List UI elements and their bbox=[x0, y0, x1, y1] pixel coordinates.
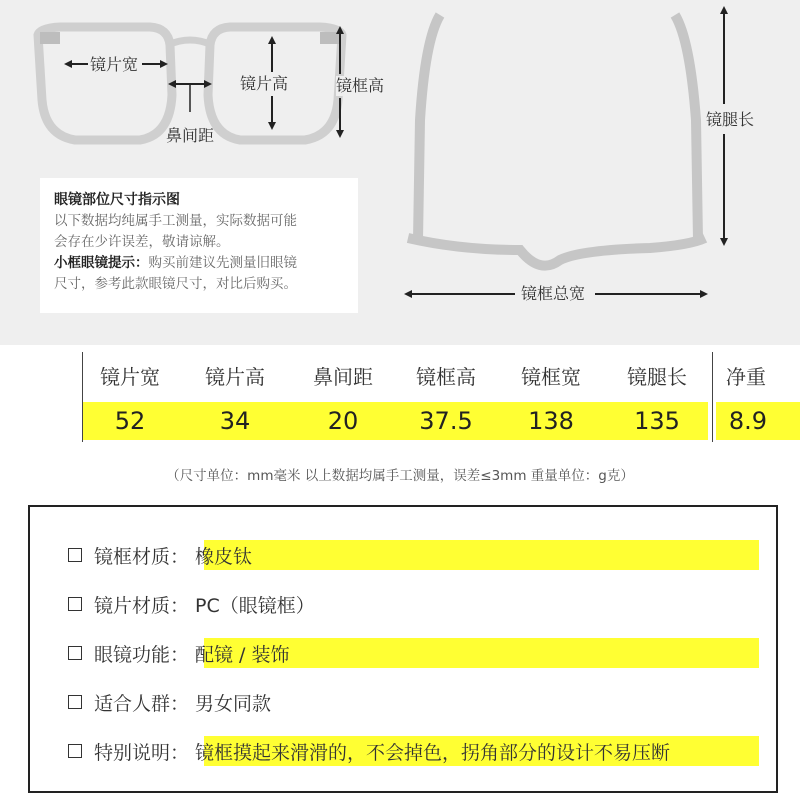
attr-row-lens-material bbox=[68, 589, 321, 619]
values-highlight bbox=[83, 402, 708, 440]
attr-value: 配镜 / 装饰 bbox=[195, 643, 290, 666]
value-lens-height: 34 bbox=[219, 407, 251, 435]
label-bridge: 鼻间距 bbox=[166, 126, 215, 145]
guide-line-1: 以下数据均纯属手工测量，实际数据可能 bbox=[54, 213, 297, 229]
highlight-frame-material bbox=[204, 540, 759, 570]
attr-label: 适合人群： bbox=[94, 692, 190, 715]
header-weight: 净重 bbox=[726, 365, 766, 389]
table-divider-right bbox=[712, 352, 713, 442]
guide-line-2: 会存在少许误差，敬请谅解。 bbox=[54, 234, 230, 250]
checkbox-icon bbox=[68, 646, 82, 660]
units-note: （尺寸单位：mm毫米 以上数据均属手工测量，误差≤3mm 重量单位：g克） bbox=[166, 468, 634, 484]
checkbox-icon bbox=[68, 695, 82, 709]
checkbox-icon bbox=[68, 744, 82, 758]
guide-tip-label: 小框眼镜提示： bbox=[54, 255, 149, 271]
guide-title: 眼镜部位尺寸指示图 bbox=[54, 192, 180, 208]
product-attributes bbox=[28, 505, 778, 793]
value-temple-length: 135 bbox=[634, 407, 680, 435]
label-frame-height: 镜框高 bbox=[336, 76, 385, 95]
value-lens-width: 52 bbox=[114, 407, 146, 435]
glasses-dimension-diagram bbox=[0, 0, 800, 345]
header-lens-height: 镜片高 bbox=[205, 365, 265, 389]
attr-label: 眼镜功能： bbox=[94, 643, 190, 666]
table-divider-left bbox=[82, 352, 83, 442]
attr-value: PC（眼镜框） bbox=[195, 594, 315, 617]
guide-tip-line-1: 购买前建议先测量旧眼镜 bbox=[148, 255, 297, 271]
value-bridge: 20 bbox=[327, 407, 359, 435]
guide-tip bbox=[54, 253, 344, 274]
attr-label: 特别说明： bbox=[94, 741, 190, 764]
attr-row-note bbox=[68, 736, 676, 766]
label-total-width: 镜框总宽 bbox=[521, 284, 586, 303]
label-lens-width: 镜片宽 bbox=[90, 55, 139, 74]
header-bridge: 鼻间距 bbox=[313, 365, 373, 389]
value-frame-height: 37.5 bbox=[419, 407, 473, 435]
label-temple-length: 镜腿长 bbox=[706, 110, 755, 129]
header-frame-width: 镜框宽 bbox=[521, 365, 581, 389]
value-weight: 8.9 bbox=[728, 407, 768, 435]
header-temple-length: 镜腿长 bbox=[627, 365, 687, 389]
attr-label: 镜框材质： bbox=[94, 545, 190, 568]
attr-label: 镜片材质： bbox=[94, 594, 190, 617]
measurement-guide bbox=[40, 178, 358, 313]
attr-value: 镜框摸起来滑滑的，不会掉色，拐角部分的设计不易压断 bbox=[195, 741, 671, 764]
attr-row-audience bbox=[68, 687, 277, 717]
spec-table bbox=[0, 352, 800, 444]
header-lens-width: 镜片宽 bbox=[100, 365, 160, 389]
attr-row-frame-material bbox=[68, 540, 258, 570]
header-frame-height: 镜框高 bbox=[416, 365, 476, 389]
value-frame-width: 138 bbox=[528, 407, 574, 435]
checkbox-icon bbox=[68, 597, 82, 611]
attr-value: 橡皮钛 bbox=[195, 545, 253, 568]
attr-value: 男女同款 bbox=[195, 692, 272, 715]
attr-row-function bbox=[68, 638, 296, 668]
label-lens-height: 镜片高 bbox=[240, 74, 289, 93]
checkbox-icon bbox=[68, 548, 82, 562]
guide-tip-line-2: 尺寸，参考此款眼镜尺寸，对比后购买。 bbox=[54, 276, 297, 292]
